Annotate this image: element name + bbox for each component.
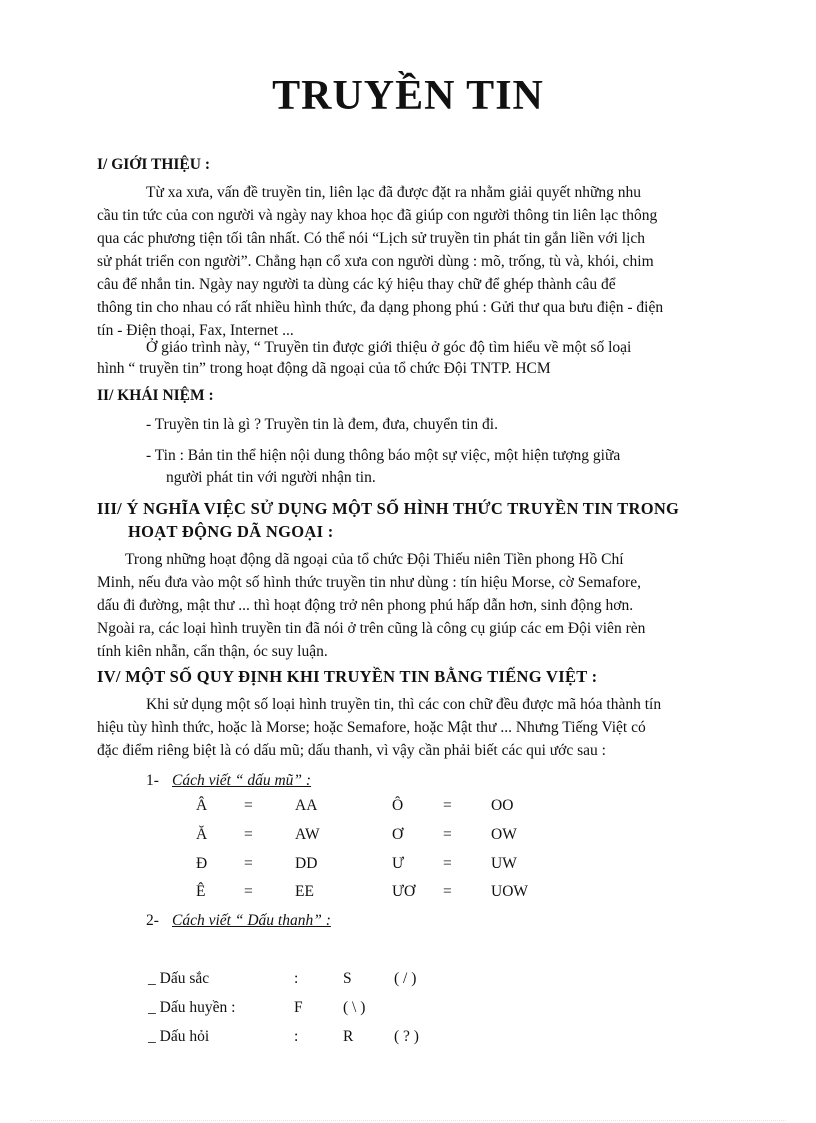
hat-cell: ƯƠ <box>392 883 416 900</box>
hat-cell: AA <box>295 797 318 814</box>
hat-cell: Ă <box>196 826 208 843</box>
document-title: TRUYỀN TIN <box>272 73 544 119</box>
meaning-p-line: Trong những hoạt động dã ngoại của tổ chức Đội Thiếu niên Tiền phong Hồ Chí <box>125 551 624 568</box>
hat-cell: = <box>244 883 253 900</box>
intro-p2-line: hình “ truyền tin” trong hoạt động dã ngoại của tổ chức Đội TNTP. HCM <box>97 360 551 377</box>
intro-p1-line: Từ xa xưa, vấn đề truyền tin, liên lạc đã được đặt ra nhằm giải quyết những nhu <box>146 184 642 201</box>
concept-item: - Tin : Bản tin thể hiện nội dung thông báo một sự việc, một hiện tượng giữa <box>146 447 621 464</box>
hat-cell: = <box>244 797 253 814</box>
hat-cell: Ơ <box>392 826 404 843</box>
intro-p1-line: tín - Điện thoại, Fax, Internet ... <box>97 322 294 339</box>
tone-cell: F <box>294 999 303 1016</box>
rules-p-line: Khi sử dụng một số loại hình truyền tin, thì các con chữ đều được mã hóa thành tín <box>146 696 662 713</box>
hat-cell: = <box>443 855 452 872</box>
intro-p1-line: thông tin cho nhau có rất nhiều hình thức, đa dạng phong phú : Gửi thư qua bưu điện - điện <box>97 299 664 316</box>
concept-item: - Truyền tin là gì ? Truyền tin là đem, đưa, chuyển tin đi. <box>146 416 498 433</box>
meaning-p-line: Minh, nếu đưa vào một số hình thức truyền tin như dùng : tín hiệu Morse, cờ Semafore, <box>97 574 641 591</box>
tone-cell: _ Dấu hỏi <box>148 1028 210 1045</box>
meaning-p-line: Ngoài ra, các loại hình truyền tin đã nói ở trên cũng là công cụ giúp các em Đội viên rèn <box>97 620 646 637</box>
intro-p2-line: Ở giáo trình này, “ Truyền tin được giới thiệu ở góc độ tìm hiểu về một số loại <box>146 339 632 356</box>
intro-p1-line: câu để nhắn tin. Ngày nay người ta dùng các ký hiệu thay chữ để ghép thành câu để <box>97 276 616 293</box>
hat-cell: Đ <box>196 855 208 872</box>
tone-cell: ( ? ) <box>394 1028 419 1045</box>
subsection-number: 2- <box>146 912 159 929</box>
hat-cell: = <box>443 883 452 900</box>
meaning-p-line: dấu đi đường, mật thư ... thì hoạt động trở nên phong phú hấp dẫn hơn, sinh động hơn. <box>97 597 634 614</box>
hat-cell: = <box>244 855 253 872</box>
tone-cell: ( / ) <box>394 970 417 987</box>
subsection-label-hat: Cách viết “ dấu mũ” : <box>172 772 312 789</box>
tone-cell: S <box>343 970 352 987</box>
section-rules-heading: IV/ MỘT SỐ QUY ĐỊNH KHI TRUYỀN TIN BẰNG TIẾNG VIỆT : <box>97 667 598 686</box>
tone-cell: ( \ ) <box>343 999 366 1016</box>
rules-p-line: hiệu tùy hình thức, hoặc là Morse; hoặc Semafore, hoặc Mật thư ... Nhưng Tiếng Việt có <box>97 719 646 736</box>
hat-cell: OW <box>491 826 517 843</box>
hat-cell: Â <box>196 797 208 814</box>
hat-cell: OO <box>491 797 514 814</box>
section-meaning-heading: III/ Ý NGHĨA VIỆC SỬ DỤNG MỘT SỐ HÌNH THỨC TRUYỀN TIN TRONG <box>97 499 680 518</box>
hat-cell: UOW <box>491 883 529 900</box>
intro-p1-line: qua các phương tiện tối tân nhất. Có thể nói “Lịch sử truyền tin phát tin gắn liền với lịch <box>97 230 646 247</box>
page-bottom-divider <box>30 1120 786 1121</box>
hat-cell: UW <box>491 855 517 872</box>
concept-item: người phát tin với người nhận tin. <box>166 469 376 486</box>
meaning-p-line: tính kiên nhẫn, cẩn thận, óc suy luận. <box>97 643 328 660</box>
hat-cell: Ư <box>392 855 405 872</box>
tone-cell: R <box>343 1028 354 1045</box>
subsection-number: 1- <box>146 772 159 789</box>
hat-cell: DD <box>295 855 318 872</box>
hat-cell: = <box>443 826 452 843</box>
tone-cell: _ Dấu huyền : <box>148 999 236 1016</box>
hat-cell: Ô <box>392 797 404 814</box>
hat-cell: Ê <box>196 883 206 900</box>
intro-p1-line: cầu tin tức của con người và ngày nay khoa học đã giúp con người thông tin liên lạc thông <box>97 207 658 224</box>
tone-cell: : <box>294 970 299 987</box>
hat-cell: = <box>244 826 253 843</box>
tone-cell: : <box>294 1028 299 1045</box>
section-concept-heading: II/ KHÁI NIỆM : <box>97 387 214 404</box>
section-intro-heading: I/ GIỚI THIỆU : <box>97 156 210 173</box>
tone-cell: _ Dấu sắc <box>148 970 210 987</box>
hat-cell: AW <box>295 826 320 843</box>
subsection-label-tone: Cách viết “ Dấu thanh” : <box>172 912 331 929</box>
section-meaning-heading: HOẠT ĐỘNG DÃ NGOẠI : <box>128 522 334 541</box>
hat-cell: = <box>443 797 452 814</box>
hat-cell: EE <box>295 883 314 900</box>
rules-p-line: đặc điểm riêng biệt là có dấu mũ; dấu thanh, vì vậy cần phải biết các qui ước sau : <box>97 742 606 759</box>
intro-p1-line: sử phát triển con người”. Chẳng hạn cổ xưa con người dùng : mõ, trống, tù và, khói, chim <box>97 253 654 270</box>
